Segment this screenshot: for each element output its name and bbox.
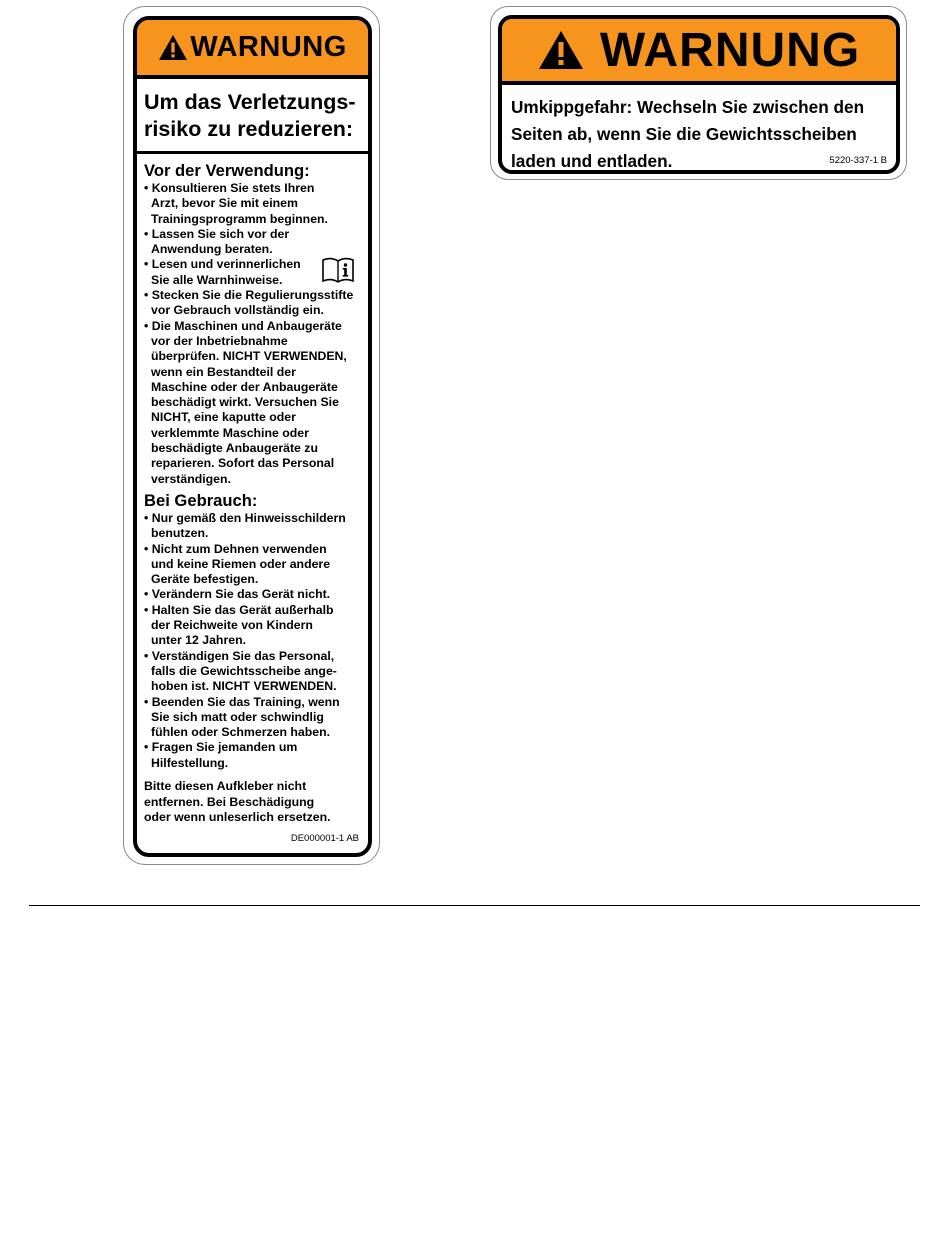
warning-label-inner — [133, 16, 372, 857]
bullet-item-line: reparieren. Sofort das Personal — [151, 456, 335, 471]
read-manual-icon — [321, 257, 355, 283]
bullet-item-line: verklemmte Maschine oder — [151, 425, 309, 440]
closing-note — [144, 779, 364, 826]
bullet-item-line: • Lesen und verinnerlichen — [144, 257, 301, 272]
warning-header — [137, 20, 368, 79]
during-use-heading: Bei Gebrauch: — [144, 490, 258, 510]
before-use-list — [144, 181, 364, 487]
bullet-item-line: • Verständigen Sie das Personal, — [144, 648, 335, 663]
warning-triangle-icon — [538, 30, 584, 70]
warning-label-inner — [498, 15, 900, 174]
tip-over-warning-line: Seiten ab, wenn Sie die Gewichtsscheiben — [511, 124, 857, 144]
risk-reduction-title-line: Um das Verletzungs- — [144, 90, 356, 114]
tip-over-warning-line: laden und entladen. — [511, 151, 673, 171]
bullet-item-line: unter 12 Jahren. — [151, 633, 246, 648]
bullet-item-line: überprüfen. NICHT VERWENDEN, — [151, 349, 347, 364]
bullet-item-line: NICHT, eine kaputte oder — [151, 410, 296, 425]
bullet-item-line: und keine Riemen oder andere — [151, 556, 331, 571]
bullet-item-line: • Nur gemäß den Hinweisschildern — [144, 510, 346, 525]
bullet-item-line: Geräte befestigen. — [151, 572, 259, 587]
bullet-item-line: Maschine oder der Anbaugeräte — [151, 379, 338, 394]
horizontal-divider — [29, 905, 920, 906]
label-code: 5220-337-1 B — [829, 155, 887, 166]
bullet-item-line: • Halten Sie das Gerät außerhalb — [144, 602, 334, 617]
warning-header-text: WARNUNG — [599, 23, 861, 77]
bullet-item-line: Hilfestellung. — [151, 755, 229, 770]
bullet-item — [144, 227, 364, 258]
bullet-item-line: falls die Gewichtsscheibe ange- — [151, 663, 337, 678]
label-code: DE000001-1 AB — [290, 833, 359, 844]
tip-over-warning-line: Umkippgefahr: Wechseln Sie zwischen den — [511, 97, 865, 117]
bullet-item — [144, 695, 364, 741]
closing-note-line: oder wenn unleserlich ersetzen. — [144, 810, 331, 825]
bullet-item — [144, 511, 364, 542]
bullet-item-line: • Konsultieren Sie stets Ihren — [144, 181, 315, 195]
warning-label-tip-over — [490, 6, 907, 180]
bullet-item — [144, 587, 364, 602]
warning-header-text: WARNUNG — [190, 31, 347, 63]
instructions-body — [137, 154, 368, 826]
bullet-item-line: Arzt, bevor Sie mit einem — [151, 196, 298, 211]
bullet-item — [144, 181, 364, 227]
bullet-item — [144, 288, 364, 319]
risk-reduction-title-line: risiko zu reduzieren: — [144, 117, 354, 141]
bullet-item-line: • Stecken Sie die Regulierungsstifte — [144, 288, 354, 303]
bullet-item-line: • Nicht zum Dehnen verwenden — [144, 541, 327, 556]
bullet-item-line: wenn ein Bestandteil der — [151, 364, 296, 379]
bullet-item — [144, 319, 364, 487]
bullet-item-line: Anwendung beraten. — [151, 242, 273, 257]
bullet-item — [144, 603, 364, 649]
closing-note-line: entfernen. Bei Beschädigung — [144, 794, 315, 809]
bullet-item-line: • Verändern Sie das Gerät nicht. — [144, 587, 331, 602]
bullet-item — [144, 542, 364, 588]
warning-triangle-icon — [158, 34, 188, 61]
bullet-item-line: • Beenden Sie das Training, wenn — [144, 694, 340, 709]
before-use-heading: Vor der Verwendung: — [144, 161, 310, 180]
warning-header — [502, 19, 896, 85]
warning-label-safety-instructions — [123, 6, 380, 865]
bullet-item-line: Trainingsprogramm beginnen. — [151, 211, 328, 226]
bullet-item-line: fühlen oder Schmerzen haben. — [151, 725, 331, 740]
bullet-item-line: vor der Inbetriebnahme — [151, 333, 288, 348]
bullet-item-line: beschädigte Anbaugeräte zu — [151, 441, 318, 456]
bullet-item — [144, 740, 364, 771]
bullet-item — [144, 649, 364, 695]
bullet-item-line: • Lassen Sie sich vor der — [144, 226, 290, 241]
bullet-item-line: • Die Maschinen und Anbaugeräte — [144, 318, 342, 333]
closing-note-line: Bitte diesen Aufkleber nicht — [144, 778, 307, 793]
bullet-item-line: beschädigt wirkt. Versuchen Sie — [151, 395, 339, 410]
bullet-item-line: Sie sich matt oder schwindlig — [151, 709, 324, 724]
bullet-item-line: vor Gebrauch vollständig ein. — [151, 303, 324, 318]
bullet-item-line: benutzen. — [151, 526, 209, 541]
bullet-item-line: verständigen. — [151, 471, 231, 486]
bullet-item-line: hoben ist. NICHT VERWENDEN. — [151, 679, 337, 694]
bullet-item-line: Sie alle Warnhinweise. — [151, 272, 283, 287]
during-use-list — [144, 511, 364, 771]
bullet-item-line: der Reichweite von Kindern — [151, 618, 313, 633]
risk-reduction-title — [137, 79, 368, 154]
bullet-item-line: • Fragen Sie jemanden um — [144, 740, 298, 755]
